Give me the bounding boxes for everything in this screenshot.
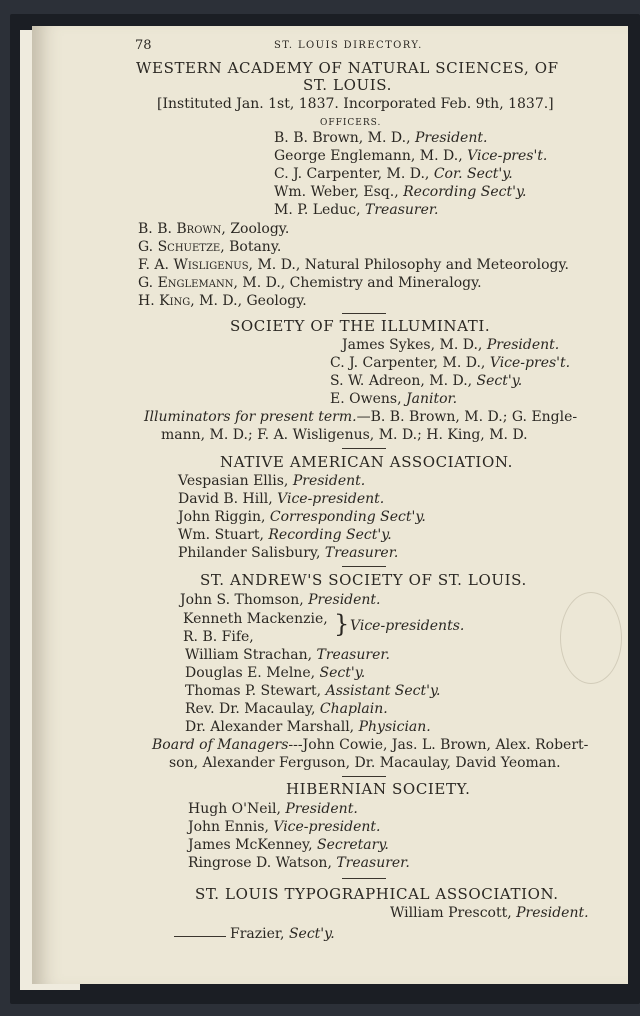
divider <box>342 313 386 314</box>
vice-president-name: Kenneth Mackenzie, <box>183 611 328 627</box>
officer-entry: Dr. Alexander Marshall, Physician. <box>185 719 431 735</box>
officer-entry: B. B. Brown, M. D., President. <box>274 130 488 146</box>
officer-entry: William Strachan, Treasurer. <box>185 647 390 663</box>
section-title: ST. LOUIS. <box>303 76 392 94</box>
directory-page <box>32 26 628 984</box>
officer-entry: James McKenney, Secretary. <box>188 837 389 853</box>
section-title: ST. LOUIS TYPOGRAPHICAL ASSOCIATION. <box>195 885 559 903</box>
curator-entry: F. A. Wisligenus, M. D., Natural Philosophy and Meteorology. <box>138 257 569 273</box>
officer-entry: Ringrose D. Watson, Treasurer. <box>188 855 410 871</box>
curator-entry: B. B. Brown, Zoology. <box>138 221 290 237</box>
section-title: NATIVE AMERICAN ASSOCIATION. <box>220 453 513 471</box>
officers-label: OFFICERS. <box>320 118 382 128</box>
page-number: 78 <box>135 38 152 53</box>
officer-entry: Frazier, Sect'y. <box>230 926 335 942</box>
curator-entry: G. Englemann, M. D., Chemistry and Mineralogy. <box>138 275 482 291</box>
section-title: HIBERNIAN SOCIETY. <box>286 780 471 798</box>
officer-entry: James Sykes, M. D., President. <box>342 337 560 353</box>
brace: } <box>334 610 350 638</box>
curator-entry: G. Schuetze, Botany. <box>138 239 282 255</box>
officer-entry: John S. Thomson, President. <box>180 592 381 608</box>
officer-entry: M. P. Leduc, Treasurer. <box>274 202 439 218</box>
illuminators-note-cont: mann, M. D.; F. A. Wisligenus, M. D.; H. King, M. D. <box>161 427 528 443</box>
officer-entry: Vespasian Ellis, President. <box>178 473 366 489</box>
curator-entry: H. King, M. D., Geology. <box>138 293 307 309</box>
running-head: ST. LOUIS DIRECTORY. <box>274 40 423 51</box>
officer-entry: Wm. Weber, Esq., Recording Sect'y. <box>274 184 527 200</box>
officer-entry: George Englemann, M. D., Vice-pres't. <box>274 148 548 164</box>
section-title: SOCIETY OF THE ILLUMINATI. <box>230 317 491 335</box>
officer-entry: Douglas E. Melne, Sect'y. <box>185 665 366 681</box>
divider <box>342 776 386 777</box>
section-title: ST. ANDREW'S SOCIETY OF ST. LOUIS. <box>200 571 527 589</box>
officer-entry: David B. Hill, Vice-president. <box>178 491 385 507</box>
blank-name-line <box>174 936 226 937</box>
officer-entry: William Prescott, President. <box>390 905 589 921</box>
officer-entry: Hugh O'Neil, President. <box>188 801 358 817</box>
library-stamp <box>560 592 622 684</box>
officer-entry: C. J. Carpenter, M. D., Cor. Sect'y. <box>274 166 513 182</box>
officer-entry: C. J. Carpenter, M. D., Vice-pres't. <box>330 355 571 371</box>
officer-entry: Philander Salisbury, Treasurer. <box>178 545 399 561</box>
board-of-managers-cont: son, Alexander Ferguson, Dr. Macaulay, David Yeoman. <box>169 755 561 771</box>
divider <box>342 878 386 879</box>
officer-entry: E. Owens, Janitor. <box>330 391 458 407</box>
officer-entry: Wm. Stuart, Recording Sect'y. <box>178 527 392 543</box>
vice-presidents-label: Vice-presidents. <box>350 618 465 634</box>
vice-president-name: R. B. Fife, <box>183 629 254 645</box>
officer-entry: Thomas P. Stewart, Assistant Sect'y. <box>185 683 441 699</box>
section-title: WESTERN ACADEMY OF NATURAL SCIENCES, OF <box>136 59 559 77</box>
divider <box>342 566 386 567</box>
officer-entry: John Ennis, Vice-president. <box>188 819 381 835</box>
founding-note: [Instituted Jan. 1st, 1837. Incorporated Feb. 9th, 1837.] <box>157 96 554 112</box>
officer-entry: S. W. Adreon, M. D., Sect'y. <box>330 373 523 389</box>
officer-entry: Rev. Dr. Macaulay, Chaplain. <box>185 701 388 717</box>
illuminators-note: Illuminators for present term.—B. B. Brown, M. D.; G. Engle- <box>144 409 578 425</box>
board-of-managers: Board of Managers---John Cowie, Jas. L. Brown, Alex. Robert- <box>152 737 589 753</box>
divider <box>342 448 386 449</box>
officer-entry: John Riggin, Corresponding Sect'y. <box>178 509 426 525</box>
